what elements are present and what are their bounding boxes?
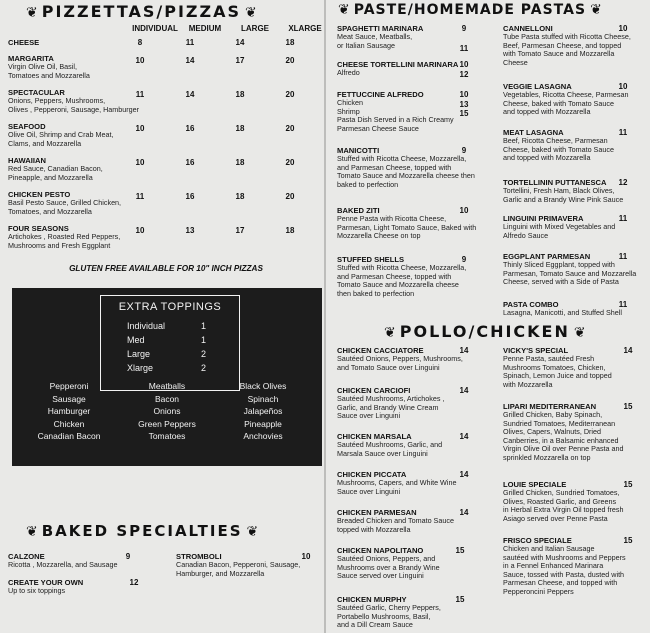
topping-item: Spinach: [247, 393, 279, 404]
item-description: Stuffed with Ricotta Cheese, Mozzarella, and Parmesan Cheese, topped with Tomato Sauce and Mozzarella cheese then baked to perfection: [337, 154, 475, 189]
menu-item-chicken-carciofi: [337, 386, 444, 421]
menu-item-linguini-primavera: [503, 214, 615, 240]
item-price: 20: [285, 90, 295, 99]
item-price: 11: [185, 38, 195, 47]
menu-item-stromboli: [176, 552, 300, 578]
item-description: Chicken Shrimp Pasta Dish Served in a Rich Creamy Parmesan Cheese Sauce: [337, 98, 454, 133]
extra-toppings-price-box: [100, 295, 240, 391]
menu-item-tortellinin-puttanesca: [503, 178, 623, 204]
topping-item: Green Peppers: [138, 418, 196, 429]
item-price: 16: [185, 124, 195, 133]
topping-size-label: Xlarge: [127, 363, 154, 373]
item-name: STUFFED SHELLS: [337, 255, 405, 264]
col-header-large: LARGE: [241, 24, 269, 33]
item-description: Breaded Chicken and Tomato Sauce topped with Mozzarella: [337, 516, 454, 534]
item-price: 13: [459, 100, 469, 109]
menu-item-hawaiian: [8, 156, 103, 182]
item-price: 8: [137, 38, 143, 47]
item-price: 12: [618, 178, 628, 187]
item-name: MEAT LASAGNA: [503, 128, 564, 137]
item-name: LINGUINI PRIMAVERA: [503, 214, 584, 223]
menu-item-calzone: [8, 552, 117, 570]
item-name: SPECTACULAR: [8, 88, 65, 97]
topping-item: Hamburger: [47, 406, 91, 416]
fleur-ornament-icon: ❦: [590, 2, 602, 18]
item-price: 9: [461, 255, 467, 264]
item-name: VICKY'S SPECIAL: [503, 346, 569, 355]
item-price: 11: [618, 252, 628, 261]
menu-item-pasta-combo: [503, 300, 622, 318]
topping-item: Tomatoes: [148, 431, 186, 441]
fleur-ornament-icon: ❦: [573, 325, 586, 341]
menu-item-chicken-cacciatore: [337, 346, 463, 372]
menu-item-chicken-piccata: [337, 470, 456, 496]
item-price: 16: [185, 158, 195, 167]
menu-item-meat-lasagna: [503, 128, 614, 163]
item-name: CHICKEN MARSALA: [337, 432, 412, 441]
item-description: Red Sauce, Canadian Bacon, Pineapple, and Mozzarella: [8, 164, 103, 182]
item-name: CHICKEN PESTO: [8, 190, 71, 199]
item-description: Tube Pasta stuffed with Ricotta Cheese, Beef, Parmesan Cheese, and topped with Tomato Sauce and Mozzarella Cheese: [503, 32, 631, 67]
item-description: Canadian Bacon, Pepperoni, Sausage, Hamburger, and Mozzarella: [176, 560, 301, 578]
item-price: 10: [135, 226, 145, 235]
item-name: CHICKEN CARCIOFI: [337, 386, 411, 395]
item-price: 18: [285, 226, 295, 235]
item-price: 13: [185, 226, 195, 235]
menu-item-chicken-parmesan: [337, 508, 454, 534]
fleur-ornament-icon: ❦: [384, 325, 396, 341]
menu-item-frisco-speciale: [503, 536, 626, 597]
topping-item: Pepperoni: [49, 381, 89, 391]
item-name: CREATE YOUR OWN: [8, 578, 84, 587]
item-name: STROMBOLI: [176, 552, 222, 561]
item-price: 10: [135, 124, 145, 133]
item-description: Penne Pasta, sautéed Fresh Mushrooms Tomatoes, Chicken, Spinach, Lemon Juice and topped with Mozzarella: [503, 354, 612, 389]
item-description: Basil Pesto Sauce, Grilled Chicken, Tomatoes, and Mozzarella: [8, 198, 122, 216]
item-name: CHICKEN PICCATA: [337, 470, 407, 479]
menu-item-cheese-tortellini-marinara: [337, 60, 458, 78]
item-name: CHICKEN NAPOLITANO: [337, 546, 424, 555]
item-name: CHEESE TORTELLINI MARINARA: [337, 60, 459, 69]
item-price: 9: [461, 146, 467, 155]
item-description: Penne Pasta with Ricotta Cheese, Parmesan, Light Tomato Sauce, Baked with Mozzarella Cheese on top: [337, 214, 477, 241]
item-description: Meat Sauce, Meatballs, or Italian Sausage: [337, 32, 413, 50]
item-price: 20: [285, 158, 295, 167]
menu-item-lipari-mediterranean: [503, 402, 624, 463]
item-description: Onions, Peppers, Mushrooms, Olives , Pepperoni, Sausage, Hamburger: [8, 96, 140, 114]
topping-list-col2: [122, 380, 212, 443]
item-price: 9: [461, 24, 467, 33]
topping-item: Chicken: [53, 418, 85, 429]
item-description: Olive Oil, Shrimp and Crab Meat, Clams, and Mozzarella: [8, 130, 114, 148]
pizzas-heading: [22, 2, 261, 21]
item-name: CHICKEN PARMESAN: [337, 508, 417, 517]
item-price: 20: [285, 124, 295, 133]
item-description: Sautéed Mushrooms, Artichokes , Garlic, and Brandy Wine Cream Sauce over Linguini: [337, 394, 445, 421]
item-name: MANICOTTI: [337, 146, 380, 155]
topping-size-price: 1: [201, 335, 207, 345]
item-description: Virgin Olive Oil, Basil, Tomatoes and Mozzarella: [8, 62, 90, 80]
item-price: 15: [623, 402, 633, 411]
item-price: 10: [618, 24, 628, 33]
item-name: SEAFOOD: [8, 122, 46, 131]
item-description: Thinly Sliced Eggplant, topped with Parmesan, Tomato Sauce and Mozzarella Cheese, served with a Side of Pasta: [503, 260, 637, 287]
col-header-medium: MEDIUM: [188, 24, 222, 33]
col-header-xlarge: XLARGE: [288, 24, 322, 33]
topping-item: Onions: [153, 406, 181, 416]
item-price: 14: [459, 470, 469, 479]
menu-item-spectacular: [8, 88, 139, 114]
item-price: 18: [235, 90, 245, 99]
topping-size-label: Large: [127, 349, 151, 359]
item-price: 12: [459, 70, 469, 79]
topping-list-col3: [218, 380, 308, 443]
item-name: FOUR SEASONS: [8, 224, 69, 233]
item-name: MARGARITA: [8, 54, 54, 63]
item-description: Linguini with Mixed Vegetables and Alfredo Sauce: [503, 222, 616, 240]
pollo-heading-text: POLLO/CHICKEN: [399, 322, 570, 341]
menu-item-seafood: [8, 122, 113, 148]
topping-item: Jalapeños: [243, 406, 283, 416]
item-price: 15: [459, 109, 469, 118]
topping-item: Anchovies: [243, 431, 283, 441]
topping-list-col1: [24, 380, 114, 443]
item-price: 17: [235, 56, 245, 65]
item-description: Stuffed with Ricotta Cheese, Mozzarella, and Parmesan Cheese, topped with Tomato Sauce and Mozzarella cheese then baked to perfection: [337, 263, 467, 298]
item-price: 15: [455, 546, 465, 555]
pastas-heading: [334, 2, 606, 18]
item-price: 12: [129, 578, 139, 587]
item-description: Vegetables, Ricotta Cheese, Parmesan Cheese, baked with Tomato Sauce and topped with Mozzarella: [503, 90, 629, 117]
item-price: 10: [135, 158, 145, 167]
item-price: 14: [623, 346, 633, 355]
topping-item: Meatballs: [148, 381, 186, 391]
item-description: Alfredo: [337, 68, 360, 77]
fleur-ornament-icon: ❦: [26, 524, 38, 540]
col-header-individual: INDIVIDUAL: [132, 24, 178, 33]
menu-item-spaghetti-marinara: [337, 24, 423, 50]
menu-item-chicken-napolitano: [337, 546, 440, 581]
item-price: 11: [135, 90, 145, 99]
item-price: 20: [285, 192, 295, 201]
item-price: 11: [459, 44, 469, 53]
item-price: 10: [618, 82, 628, 91]
topping-item: Pineapple: [244, 418, 282, 429]
topping-item: Black Olives: [239, 381, 287, 391]
menu-item-margarita: [8, 54, 90, 80]
item-price: 18: [235, 124, 245, 133]
item-price: 11: [618, 128, 628, 137]
menu-item-vicky-s-special: [503, 346, 612, 389]
menu-item-stuffed-shells: [337, 255, 466, 298]
baked-specialties-heading: [22, 522, 262, 540]
item-description: Chicken and Italian Sausage sautéed with Mushrooms and Peppers in a Fennel Enhanced Marinara Sauce, tossed with Pasta, dusted with Parmesan Cheese, and topped with Pepperoncini Peppers: [503, 544, 626, 596]
item-name: LIPARI MEDITERRANEAN: [503, 402, 597, 411]
item-name: BAKED ZITI: [337, 206, 380, 215]
item-name: CALZONE: [8, 552, 45, 561]
fleur-ornament-icon: ❦: [245, 5, 257, 21]
pollo-heading: [380, 322, 590, 341]
item-name: EGGPLANT PARMESAN: [503, 252, 591, 261]
item-price: 18: [235, 158, 245, 167]
item-price: 14: [459, 346, 469, 355]
item-name: LOUIE SPECIALE: [503, 480, 567, 489]
item-price: 11: [618, 214, 628, 223]
item-price: 11: [618, 300, 628, 309]
item-description: Artichokes , Roasted Red Peppers, Mushrooms and Fresh Eggplant: [8, 232, 121, 250]
baked-heading-text: BAKED SPECIALTIES: [41, 522, 243, 540]
item-price: 14: [185, 56, 195, 65]
menu-item-fettuccine-alfredo: [337, 90, 454, 133]
item-name: CHICKEN CACCIATORE: [337, 346, 424, 355]
pastas-heading-text: PASTE/HOMEMADE PASTAS: [353, 2, 587, 18]
menu-item-chicken-pesto: [8, 190, 121, 216]
topping-size-price: 1: [201, 321, 207, 331]
menu-item-louie-speciale: [503, 480, 624, 523]
item-name: FRISCO SPECIALE: [503, 536, 572, 545]
item-description: Lasagna, Manicotti, and Stuffed Shell: [503, 308, 622, 317]
item-price: 15: [623, 536, 633, 545]
item-price: 15: [623, 480, 633, 489]
item-price: 18: [285, 38, 295, 47]
topping-item: Canadian Bacon: [37, 431, 101, 441]
item-name: CHEESE: [8, 38, 40, 47]
item-description: Sautéed Onions, Peppers, Mushrooms, and Tomato Sauce over Linguini: [337, 354, 463, 372]
item-description: Up to six toppings: [8, 586, 66, 595]
menu-item-cheese: [8, 38, 39, 47]
item-price: 10: [135, 56, 145, 65]
item-name: PASTA COMBO: [503, 300, 559, 309]
menu-item-chicken-murphy: [337, 595, 441, 630]
extra-toppings-panel: [12, 288, 322, 466]
topping-size-price: 2: [201, 363, 207, 373]
item-price: 17: [235, 226, 245, 235]
item-description: Sautéed Garlic, Cherry Peppers, Portabello Mushrooms, Basil, and a Dill Cream Sauce: [337, 603, 441, 630]
topping-item: Sausage: [52, 393, 86, 404]
item-name: SPAGHETTI MARINARA: [337, 24, 424, 33]
column-divider: [324, 0, 326, 633]
item-name: CANNELLONI: [503, 24, 553, 33]
item-price: 16: [185, 192, 195, 201]
item-price: 18: [235, 192, 245, 201]
item-price: 14: [235, 38, 245, 47]
topping-size-label: Med: [127, 335, 145, 345]
menu-item-chicken-marsala: [337, 432, 442, 458]
item-price: 14: [459, 508, 469, 517]
extra-toppings-title: EXTRA TOPPINGS: [118, 301, 222, 313]
fleur-ornament-icon: ❦: [26, 5, 38, 21]
item-price: 10: [301, 552, 311, 561]
item-description: Ricotta , Mozzarella, and Sausage: [8, 560, 118, 569]
item-description: Mushrooms, Capers, and White Wine Sauce over Linguini: [337, 478, 457, 496]
fleur-ornament-icon: ❦: [246, 524, 259, 540]
item-price: 20: [285, 56, 295, 65]
item-name: VEGGIE LASAGNA: [503, 82, 572, 91]
item-price: 14: [185, 90, 195, 99]
item-name: CHICKEN MURPHY: [337, 595, 407, 604]
item-name: HAWAIIAN: [8, 156, 46, 165]
gluten-free-note: GLUTEN FREE AVAILABLE FOR 10" INCH PIZZAS: [69, 264, 263, 273]
item-price: 10: [459, 90, 469, 99]
item-price: 14: [459, 386, 469, 395]
topping-size-label: Individual: [127, 321, 166, 331]
menu-item-create-your-own: [8, 578, 83, 596]
item-price: 9: [125, 552, 131, 561]
item-name: TORTELLININ PUTTANESCA: [503, 178, 607, 187]
item-price: 14: [459, 432, 469, 441]
item-price: 10: [459, 60, 469, 69]
item-description: Grilled Chicken, Baby Spinach, Sundried Tomatoes, Mediterranean Olives, Capers, Walnuts, Dried Canberries, in a Balsamic enhanced Virgin Olive Oil over Penne Pasta and sprinkled Mozzarella on top: [503, 410, 624, 462]
item-price: 11: [135, 192, 145, 201]
item-description: Tortellini, Fresh Ham, Black Olives, Garlic and a Brandy Wine Pink Sauce: [503, 186, 624, 204]
item-price: 15: [455, 595, 465, 604]
item-description: Grilled Chicken, Sundried Tomatoes, Olives, Roasted Garlic, and Greens in Herbal Extra Virgin Oil topped fresh Asiago served over Penne Pasta: [503, 488, 624, 523]
item-description: Sautéed Onions, Peppers, and Mushrooms over a Brandy Wine Sauce served over Linguini: [337, 554, 440, 581]
menu-item-four-seasons: [8, 224, 120, 250]
pizzas-heading-text: PIZZETTAS/PIZZAS: [41, 2, 242, 21]
topping-item: Bacon: [154, 393, 180, 404]
item-description: Beef, Ricotta Cheese, Parmesan Cheese, baked with Tomato Sauce and topped with Mozzarella: [503, 136, 614, 163]
topping-size-price: 2: [201, 349, 207, 359]
item-description: Sautéed Mushrooms, Garlic, and Marsala Sauce over Linguini: [337, 440, 443, 458]
fleur-ornament-icon: ❦: [338, 2, 350, 18]
item-price: 10: [459, 206, 469, 215]
item-name: FETTUCCINE ALFREDO: [337, 90, 424, 99]
